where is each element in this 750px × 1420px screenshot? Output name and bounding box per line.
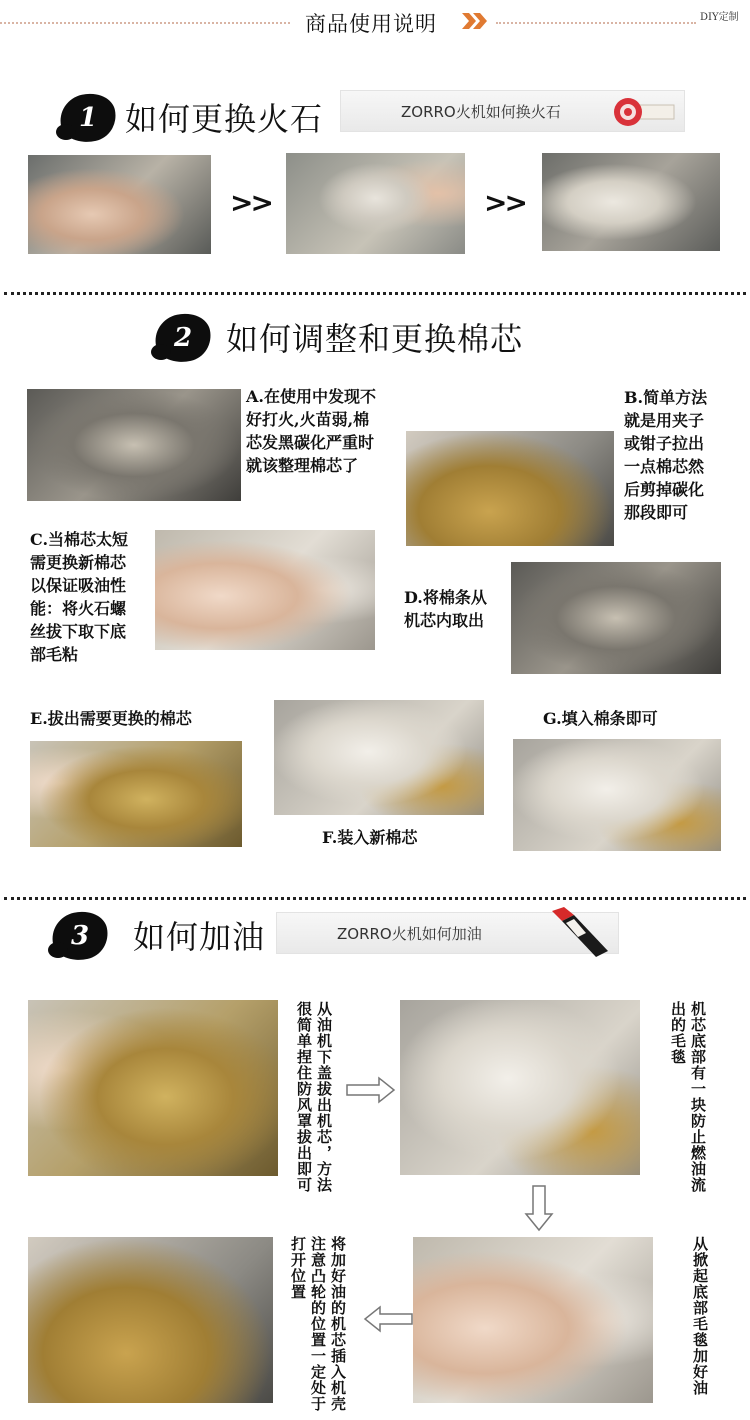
diy-label: DIY定制 xyxy=(700,12,739,23)
fuel-step-3-text: 从掀起底部毛毯加好油 xyxy=(691,1236,709,1396)
fuel-step-4-text: 将加好油的机芯插入机壳 注意凸轮的位置一定处于 打开位置 xyxy=(289,1236,347,1412)
wick-step-c-text: C.当棉芯太短 需更换新棉芯 以保证吸油性 能：将火石螺 丝拔下取下底 部毛粘 xyxy=(30,530,129,664)
fuel-photo-3 xyxy=(413,1237,653,1403)
section1-tag-label: ZORRO火机如何换火石 xyxy=(401,102,561,121)
section-divider-2 xyxy=(4,897,746,900)
flint-photo-1 xyxy=(28,155,211,254)
section1-tag xyxy=(340,90,685,132)
fuel-step-1-text: 从油机下盖拔出机芯，方法 很简单捏住防风罩拔出即可 xyxy=(295,1001,333,1193)
section3-tag xyxy=(276,912,619,954)
wick-step-d-text: D.将棉条从 机芯内取出 xyxy=(404,588,487,630)
down-arrow-icon xyxy=(523,1184,555,1232)
flint-photo-3 xyxy=(542,153,720,251)
double-chevron-icon xyxy=(460,10,490,32)
fuel-step-2-text: 机芯底部有一块防止燃油流 出的毛毯 xyxy=(669,1001,707,1193)
section2-title: 如何调整和更换棉芯 xyxy=(226,320,524,358)
flint-wheel-icon xyxy=(606,95,676,129)
wick-step-a-text: A.在使用中发现不 好打火,火苗弱,棉 芯发黑碳化严重时 就该整理棉芯了 xyxy=(246,387,376,475)
left-arrow-icon xyxy=(362,1304,414,1334)
wick-photo-e xyxy=(30,741,242,847)
wick-step-g-text: G.填入棉条即可 xyxy=(543,709,658,728)
step-badge-2: 2 xyxy=(155,314,211,362)
section3-title: 如何加油 xyxy=(133,918,266,956)
section3-tag-label: ZORRO火机如何加油 xyxy=(337,924,482,943)
header-dotted-line-right xyxy=(496,22,696,24)
step-badge-3: 3 xyxy=(52,912,108,960)
wick-photo-c xyxy=(155,530,375,650)
header-dotted-line-left xyxy=(0,22,290,24)
fuel-bottle-icon xyxy=(544,907,614,957)
step-badge-1: 1 xyxy=(60,94,116,142)
wick-step-e-text: E.拔出需要更换的棉芯 xyxy=(30,709,192,728)
wick-photo-g xyxy=(513,739,721,851)
wick-photo-b xyxy=(406,431,614,546)
flint-photo-2 xyxy=(286,153,465,254)
arrow-text-2: >> xyxy=(484,186,525,219)
section-divider-1 xyxy=(4,292,746,295)
page-title: 商品使用说明 xyxy=(305,12,437,36)
fuel-photo-4 xyxy=(28,1237,273,1403)
arrow-text-1: >> xyxy=(230,186,271,219)
wick-photo-f xyxy=(274,700,484,815)
right-arrow-icon xyxy=(345,1075,397,1105)
wick-step-f-text: F.装入新棉芯 xyxy=(322,828,418,847)
section1-title: 如何更换火石 xyxy=(125,100,324,138)
wick-photo-a xyxy=(27,389,241,501)
fuel-photo-2 xyxy=(400,1000,640,1175)
wick-photo-d xyxy=(511,562,721,674)
fuel-photo-1 xyxy=(28,1000,278,1176)
wick-step-b-text: B.简单方法 就是用夹子 或钳子拉出 一点棉芯然 后剪掉碳化 那段即可 xyxy=(624,388,708,522)
